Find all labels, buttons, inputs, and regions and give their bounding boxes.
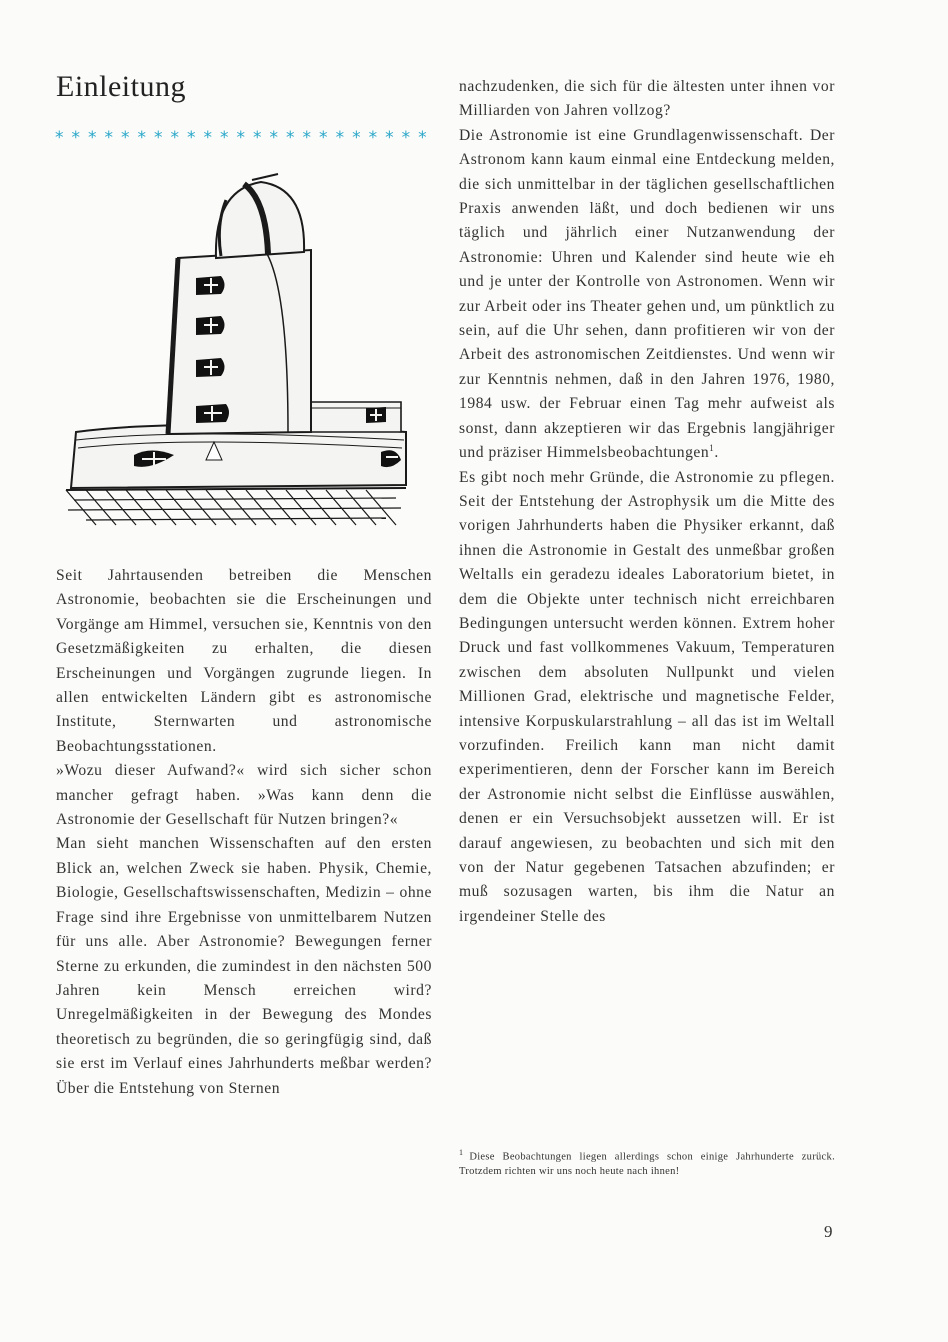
paragraph: Es gibt noch mehr Gründe, die Astronomie zu pflegen. Seit der Entstehung der Astrophysik um die Mitte des vorigen Jahrhunderts haben die Physiker erkannt, daß ihnen die Astronomie in Gestalt des unmeßbar großen Weltalls ein geradezu ideales Laboratorium bietet, in dem die Objekte unter technisch nicht erreichbaren Bedingungen untersucht werden können. Extrem hoher Druck und fast vollkommenes Vakuum, Temperaturen zwischen dem absoluten Nullpunkt und vielen Millionen Grad, elektrische und magnetische Felder, intensive Korpuskularstrahlung – all das ist im Weltall vorzufinden. Freilich kann man nicht damit experimentieren, denn der Forscher kann im Bereich der Astronomie nicht selbst die Einflüsse auswählen, denen er ein Versuchsobjekt aussetzen will. Er ist darauf angewiesen, zu beobachten und sich mit den von der Natur gegebenen Tatsachen abzufinden; er muß sozusagen warten, bis ihm die Natur an irgendeiner Stelle des xyxy=(459,468,835,925)
paragraph xyxy=(459,124,835,466)
paragraph-text: Die Astronomie ist eine Grundlagenwissenschaft. Der Astronom kann kaum einmal eine Entdeckung melden, die sich unmittelbar in der täglichen gesellschaftlichen Praxis anwenden läßt, und doch bedienen wir uns täglich und jährlich einer Nutzanwendung der Astronomie: Uhren und Kalender sind heute wie eh und je unter der Kontrolle von Astronomen. Wenn wir zur Arbeit oder ins Theater gehen und, um pünktlich zu sein, auf die Uhr sehen, dann profitieren wir von der Arbeit des astronomischen Zeitdienstes. Und wenn wir zur Kenntnis nehmen, daß in den Jahren 1976, 1980, 1984 usw. der Februar einen Tag mehr aufweist als sonst, dann akzeptieren wir das Ergebnis langjähriger und präziser Himmelsbeobachtungen xyxy=(459,126,835,462)
footnote xyxy=(459,1146,835,1179)
paragraph: Seit Jahrtausenden betreiben die Menschen Astronomie, beobachten sie die Erscheinungen und Vorgänge am Himmel, versuchen sie, Kenntnis von den Gesetzmäßigkeiten zu erhalten, die diesen Erscheinungen und Vorgängen zugrunde liegen. In allen entwickelten Ländern gibt es astronomische Institute, Sternwarten und astronomische Beobachtungsstationen. xyxy=(56,567,432,755)
paragraph: nachzudenken, die sich für die ältesten unter ihnen vor Milliarden von Jahren vollzog? xyxy=(459,78,835,120)
observatory-tower-icon xyxy=(56,170,416,530)
footnote-text: Diese Beobachtungen liegen allerdings schon einige Jahrhunderte zurück. Trotzdem richten wir uns noch heute nach ihnen! xyxy=(459,1151,835,1177)
page-number: 9 xyxy=(824,1222,833,1241)
paragraph-end: . xyxy=(714,444,719,462)
footnote-mark: 1 xyxy=(459,1148,464,1157)
asterisk-ornament: * * * * * * * * * * * * * * * * * * * * * * * xyxy=(55,128,428,148)
paragraph: Man sieht manchen Wissenschaften auf den ersten Blick an, welchen Zweck sie haben. Physik, Chemie, Biologie, Gesellschaftswissenschaften, Medizin – ohne Frage sind ihre Ergebnisse von unmittelbarem Nutzen für uns alle. Aber Astronomie? Bewegungen ferner Sterne zu erkunden, die zumindest in den nächsten 500 Jahren kein Mensch erreichen wird? Unregelmäßigkeiten in der Bewegung des Mondes theoretisch zu begründen, die so geringfügig sind, daß sie erst im Verlauf eines Jahrhunderts meßbar werden? Über die Entstehung von Sternen xyxy=(56,835,432,1097)
chapter-heading: Einleitung xyxy=(56,70,186,103)
footnote-reference: 1 xyxy=(709,442,715,453)
right-text-column xyxy=(459,75,835,929)
paragraph: »Wozu dieser Aufwand?« wird sich sicher schon mancher gefragt haben. »Was kann denn die Astronomie der Gesellschaft für Nutzen bringen?« xyxy=(56,762,432,829)
left-text-column xyxy=(56,564,432,1101)
